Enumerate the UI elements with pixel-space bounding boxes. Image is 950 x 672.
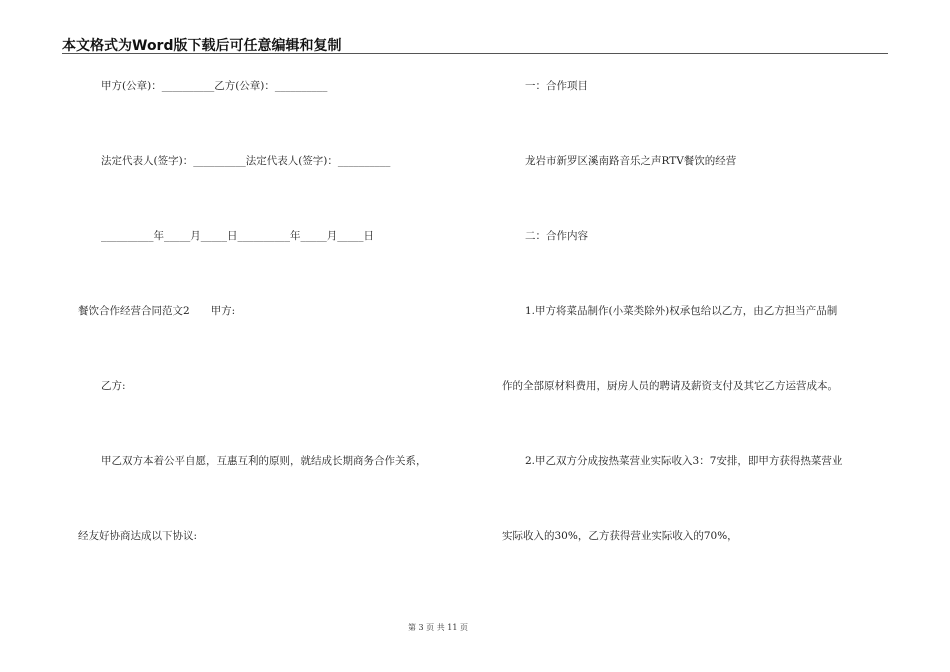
header-divider <box>62 53 888 54</box>
clause-two-continuation: 实际收入的30%，乙方获得营业实际收入的70%， <box>502 530 738 542</box>
party-b-line: 乙方: <box>101 380 126 392</box>
page-number: 第 3 页 共 11 页 <box>408 623 468 632</box>
agreement-intro-continuation: 经友好协商达成以下协议: <box>78 530 198 542</box>
date-line: __________年_____月_____日__________年_____月_____日 <box>101 230 374 242</box>
document-header-title: 本文格式为Word版下载后可任意编辑和复制 <box>62 38 342 54</box>
agreement-intro-line: 甲乙双方本着公平自愿，互惠互利的原则，就结成长期商务合作关系， <box>101 455 427 467</box>
clause-one-line: 1.甲方将菜品制作(小菜类除外)权承包给以乙方，由乙方担当产品制 <box>525 305 838 317</box>
project-description: 龙岩市新罗区溪南路音乐之声RTV餐饮的经营 <box>525 155 737 167</box>
section-two-heading: 二：合作内容 <box>525 230 588 242</box>
section-one-heading: 一：合作项目 <box>525 80 588 92</box>
party-seal-line: 甲方(公章)：__________乙方(公章)：__________ <box>101 80 328 92</box>
clause-one-continuation: 作的全部原材料费用，厨房人员的聘请及薪资支付及其它乙方运营成本。 <box>502 380 838 392</box>
legal-representative-line: 法定代表人(签字)：__________法定代表人(签字)：__________ <box>101 155 391 167</box>
clause-two-line: 2.甲乙双方分成按热菜营业实际收入3：7安排，即甲方获得热菜营业 <box>525 455 843 467</box>
contract-title-line: 餐饮合作经营合同范文2 甲方: <box>78 305 236 317</box>
